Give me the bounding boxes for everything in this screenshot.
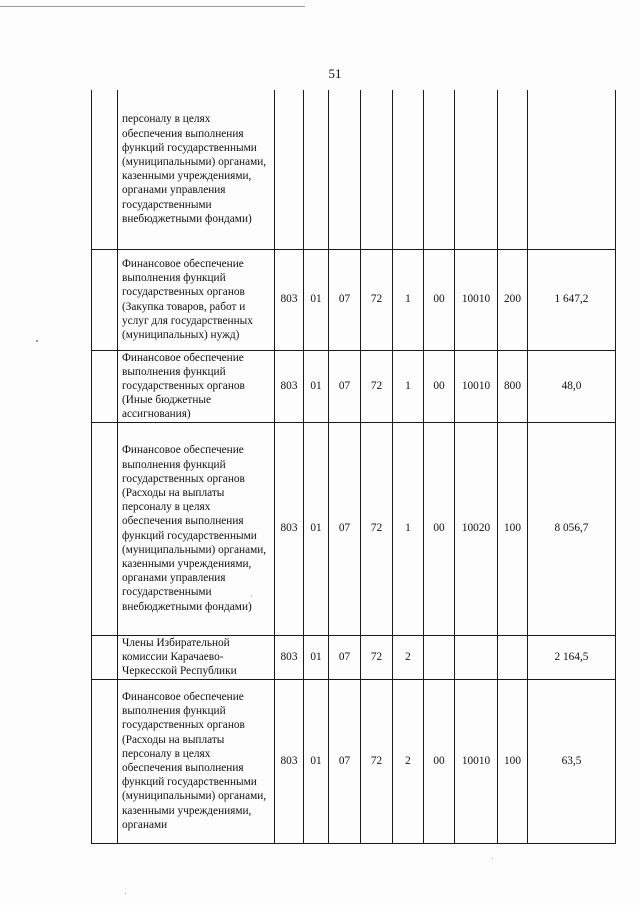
cell-subsection: 07: [329, 422, 361, 635]
row-name: Финансовое обеспечение выполнения функций государственных органов (Закупка товаров, работ и услуг для государственных (муниципальных) нужд): [118, 249, 275, 350]
cell-expense-type: 800: [498, 350, 528, 422]
cell-amount: 1 647,2: [528, 249, 616, 350]
table-row: [92, 679, 616, 843]
cell-section: 01: [304, 249, 329, 350]
cell-subprogram: 1: [393, 350, 424, 422]
table-row: [92, 635, 616, 679]
cell-subsection: [329, 90, 361, 249]
cell-subsection: 07: [329, 635, 361, 679]
empty-cell: [92, 249, 118, 350]
cell-amount: 8 056,7: [528, 422, 616, 635]
cell-expense-type: [498, 90, 528, 249]
row-name: Финансовое обеспечение выполнения функций государственных органов (Иные бюджетные ассигнования): [118, 350, 275, 422]
cell-subprogram: 2: [393, 679, 424, 843]
cell-direction: [455, 90, 498, 249]
cell-activity: 00: [424, 422, 455, 635]
cell-program: 72: [361, 635, 393, 679]
cell-activity: [424, 90, 455, 249]
cell-subprogram: 1: [393, 422, 424, 635]
cell-expense-type: 100: [498, 679, 528, 843]
cell-subprogram: 2: [393, 635, 424, 679]
cell-subsection: 07: [329, 679, 361, 843]
cell-activity: 00: [424, 679, 455, 843]
scan-speck: [492, 858, 493, 859]
cell-activity: 00: [424, 350, 455, 422]
cell-amount: 2 164,5: [528, 635, 616, 679]
empty-cell: [92, 679, 118, 843]
cell-section: 01: [304, 422, 329, 635]
cell-ministry: 803: [275, 679, 304, 843]
cell-ministry: [275, 90, 304, 249]
cell-direction: 10010: [455, 679, 498, 843]
cell-program: [361, 90, 393, 249]
cell-program: 72: [361, 350, 393, 422]
row-name: Финансовое обеспечение выполнения функций государственных органов (Расходы на выплаты персоналу в целях обеспечения выполнения функций государственными (муниципальными) органами, казенными учреждениями, органами управления государственными внебюджетными фондами): [118, 422, 275, 635]
cell-section: 01: [304, 635, 329, 679]
cell-subsection: 07: [329, 249, 361, 350]
cell-expense-type: 100: [498, 422, 528, 635]
cell-subsection: 07: [329, 350, 361, 422]
cell-ministry: 803: [275, 249, 304, 350]
empty-cell: [92, 350, 118, 422]
table-row: [92, 422, 616, 635]
cell-expense-type: 200: [498, 249, 528, 350]
cell-expense-type: [498, 635, 528, 679]
cell-direction: 10010: [455, 350, 498, 422]
row-name: Финансовое обеспечение выполнения функций государственных органов (Расходы на выплаты персоналу в целях обеспечения выполнения функций государственными (муниципальными) органами, казенными учреждениями, органами: [118, 679, 275, 843]
page-number: 51: [328, 66, 342, 81]
scan-speck: [36, 340, 38, 342]
cell-amount: 48,0: [528, 350, 616, 422]
cell-direction: [455, 635, 498, 679]
cell-ministry: 803: [275, 635, 304, 679]
cell-program: 72: [361, 679, 393, 843]
cell-activity: 00: [424, 249, 455, 350]
empty-cell: [92, 422, 118, 635]
cell-direction: 10020: [455, 422, 498, 635]
scan-speck: [125, 893, 126, 894]
cell-amount: 63,5: [528, 679, 616, 843]
cell-ministry: 803: [275, 350, 304, 422]
table-row: [92, 350, 616, 422]
cell-section: 01: [304, 679, 329, 843]
cell-direction: 10010: [455, 249, 498, 350]
row-name: Члены Избирательной комиссии Карачаево-Черкесской Республики: [118, 635, 275, 679]
scan-edge-line: [0, 6, 305, 7]
cell-amount: [528, 90, 616, 249]
cell-subprogram: [393, 90, 424, 249]
cell-section: 01: [304, 350, 329, 422]
cell-program: 72: [361, 249, 393, 350]
table-row: [92, 90, 616, 249]
table-row: [92, 249, 616, 350]
empty-cell: [92, 635, 118, 679]
scan-speck: [251, 596, 252, 597]
row-name: персоналу в целях обеспечения выполнения функций государственными (муниципальными) органами, казенными учреждениями, органами управления государственными внебюджетными фондами): [118, 90, 275, 249]
budget-table: [91, 90, 616, 844]
empty-cell: [92, 90, 118, 249]
cell-subprogram: 1: [393, 249, 424, 350]
cell-activity: [424, 635, 455, 679]
cell-ministry: 803: [275, 422, 304, 635]
cell-program: 72: [361, 422, 393, 635]
cell-section: [304, 90, 329, 249]
